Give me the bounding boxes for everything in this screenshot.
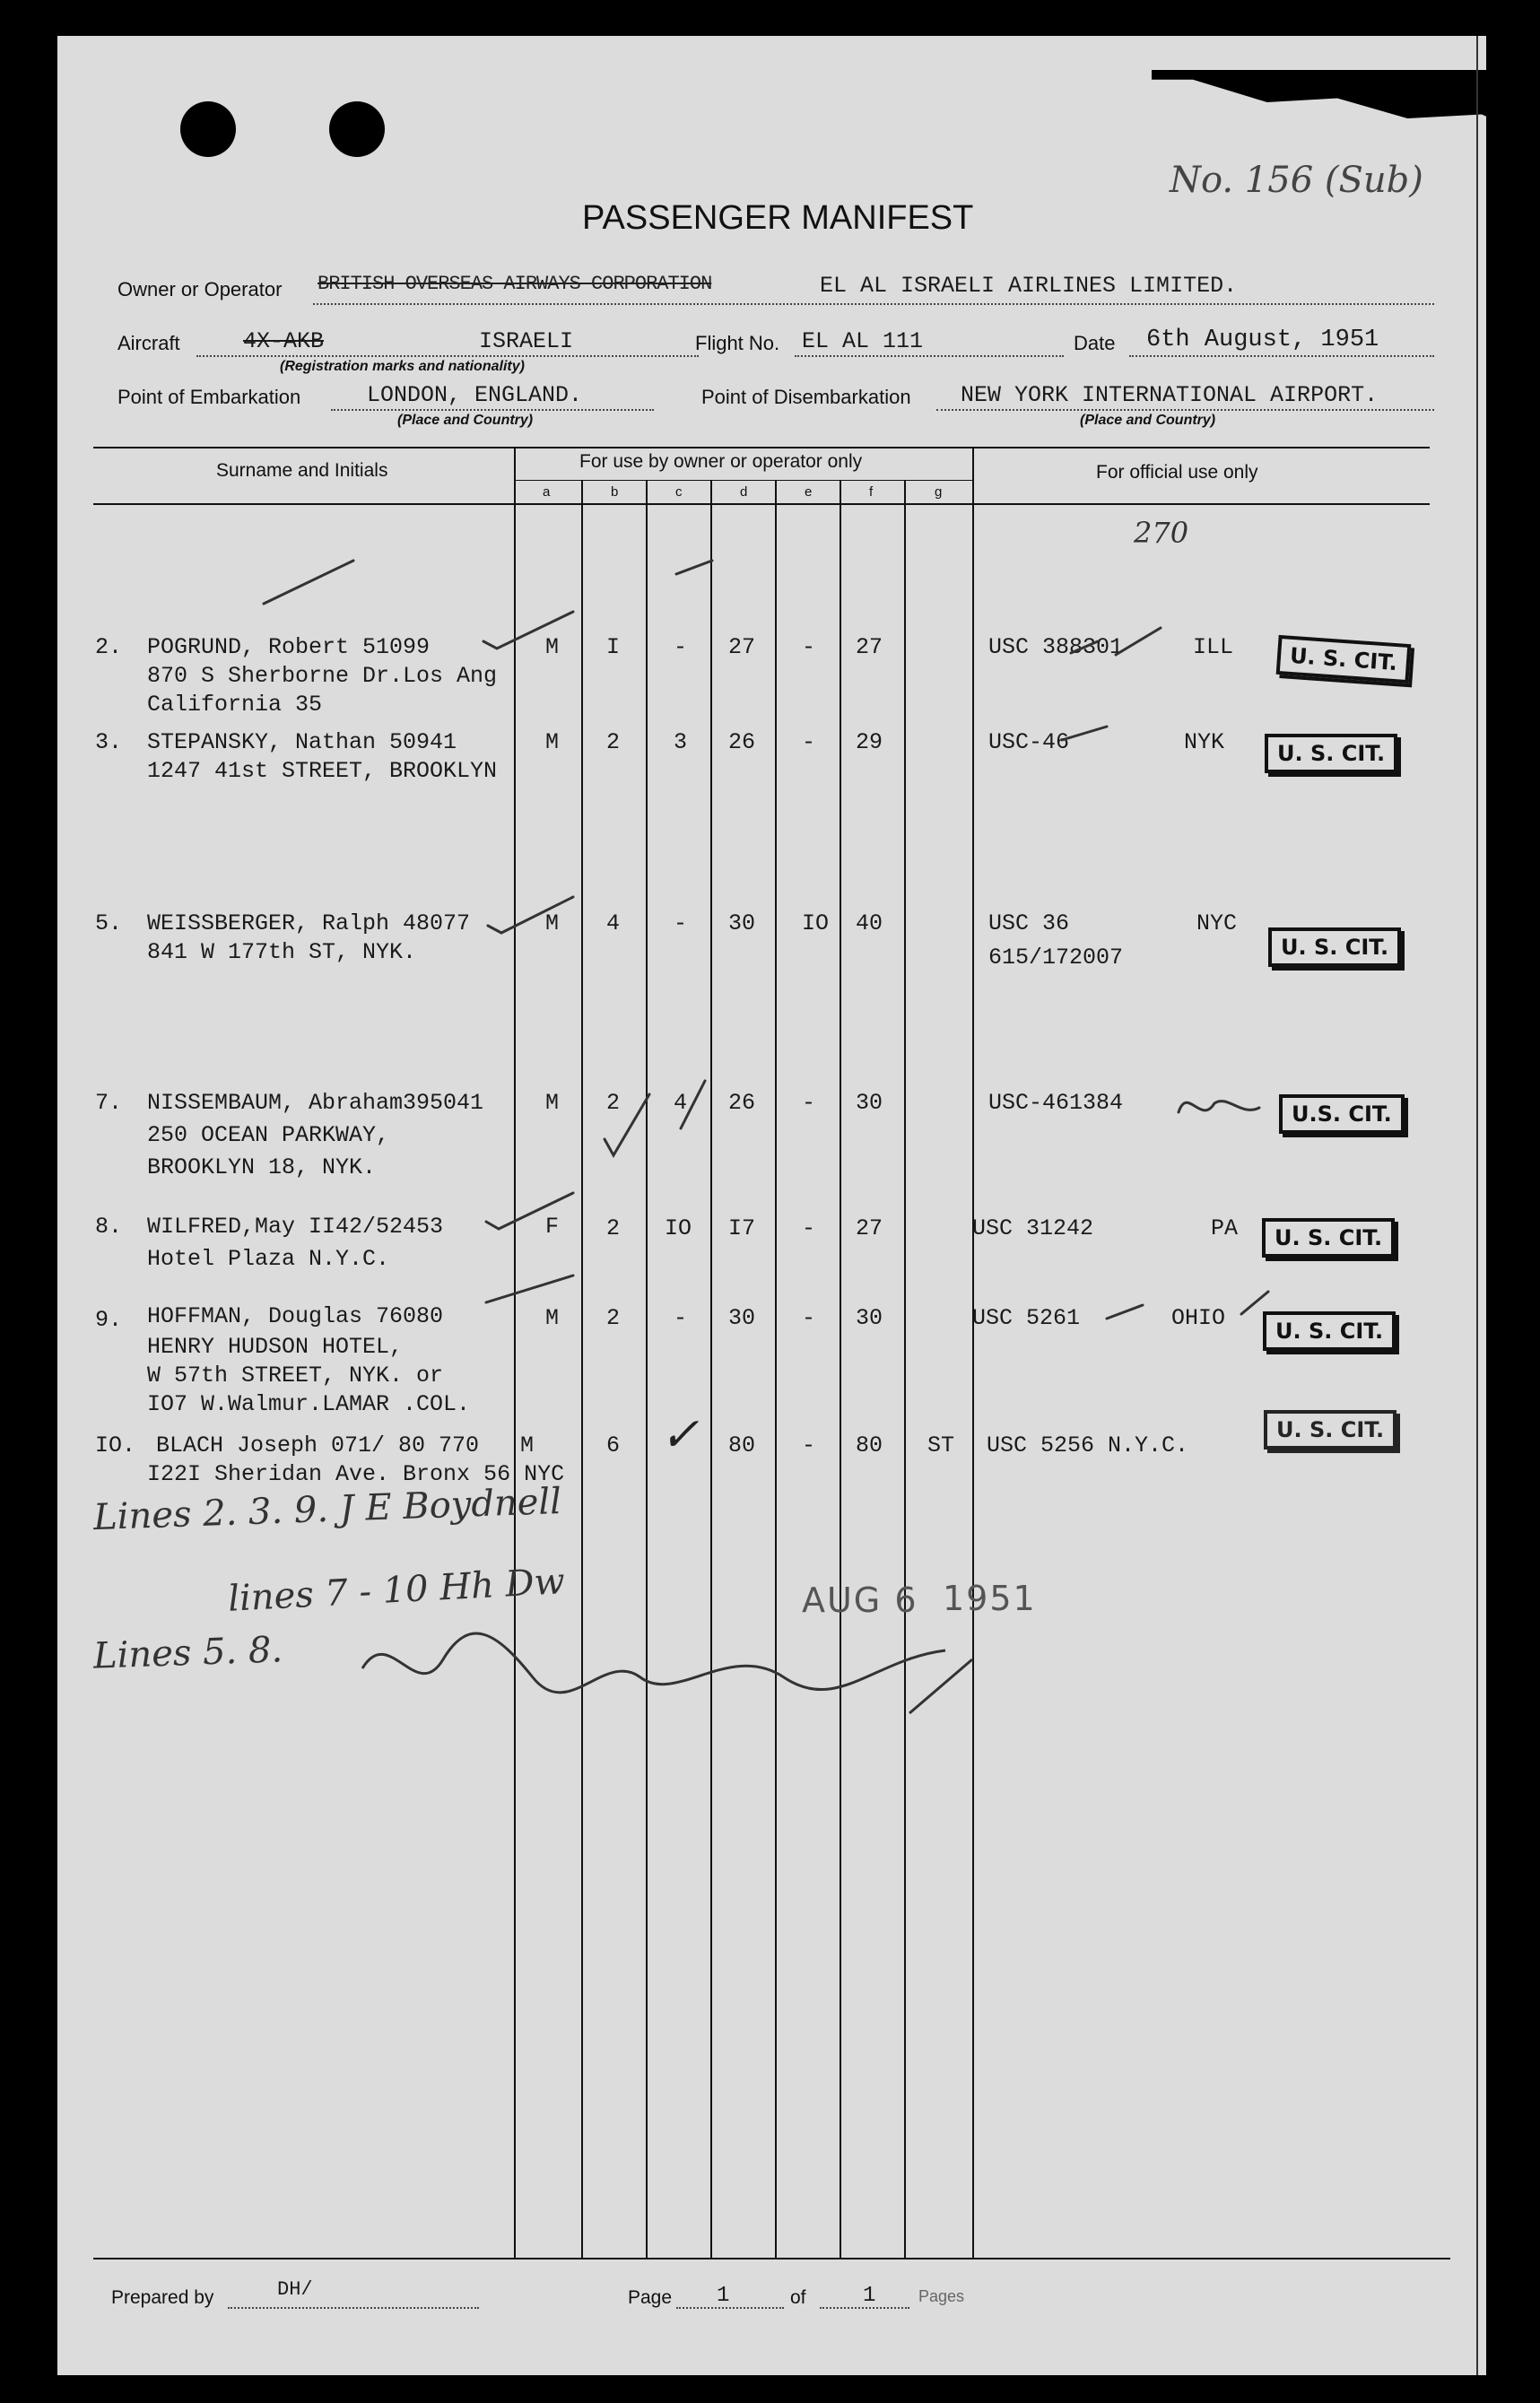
flight-value: EL AL 111 xyxy=(802,328,924,354)
passenger-name: HOFFMAN, Douglas 76080 xyxy=(147,1303,444,1329)
cell-e: - xyxy=(802,1432,816,1458)
us-citizen-stamp: U.S. CIT. xyxy=(1279,1094,1405,1134)
passenger-address: 841 W 177th ST, NYK. xyxy=(147,939,417,965)
row-number: 3. xyxy=(95,729,123,755)
official-number: USC 5261 xyxy=(972,1305,1081,1331)
sub-col-c: c xyxy=(675,484,683,500)
flight-label: Flight No. xyxy=(695,332,780,354)
cell-f: 27 xyxy=(856,634,883,660)
aircraft-value: 4X-AKB xyxy=(243,328,325,354)
owner-struck-value: BRITISH OVERSEAS AIRWAYS CORPORATION xyxy=(318,273,712,295)
passenger-address: IO7 W.Walmur.LAMAR .COL. xyxy=(147,1391,471,1417)
cell-d: 26 xyxy=(728,1090,756,1116)
cell-g: ST xyxy=(927,1432,955,1458)
cell-c: - xyxy=(674,910,688,936)
row-number: 7. xyxy=(95,1090,123,1116)
prepared-by-label: Prepared by xyxy=(111,2287,214,2308)
cell-e: - xyxy=(802,1305,816,1331)
handwritten-signature-1: Lines 2. 3. 9. J E Boydnell xyxy=(92,1480,562,1539)
page-number: 1 xyxy=(717,2284,730,2308)
cell-b: I xyxy=(606,634,621,660)
official-number: USC 31242 xyxy=(972,1215,1094,1241)
of-label: of xyxy=(790,2287,806,2308)
row-number: 9. xyxy=(95,1307,123,1333)
aircraft-label: Aircraft xyxy=(117,332,180,354)
sub-col-f: f xyxy=(869,484,874,500)
row-number: 8. xyxy=(95,1214,123,1240)
official-place: NYK xyxy=(1184,729,1225,755)
owner-label: Owner or Operator xyxy=(117,278,283,300)
official-number: USC-461384 xyxy=(988,1090,1124,1116)
manifest-sheet xyxy=(57,36,1486,2375)
embarkation-label: Point of Embarkation xyxy=(117,386,301,408)
cell-a: M xyxy=(545,1305,560,1331)
us-citizen-stamp: U. S. CIT. xyxy=(1263,1311,1396,1351)
handwritten-signature-2: lines 7 - 10 Hh Dw xyxy=(227,1561,566,1620)
handwritten-signature-3: Lines 5. 8. xyxy=(92,1629,283,1677)
official-number-2: 615/172007 xyxy=(988,945,1124,971)
cell-b: 2 xyxy=(606,1215,621,1241)
us-citizen-stamp: U. S. CIT. xyxy=(1276,635,1412,683)
cell-c-checkmark: ✓ xyxy=(660,1408,700,1462)
official-place: OHIO xyxy=(1171,1305,1226,1331)
cell-f: 40 xyxy=(856,910,883,936)
embarkation-note: (Place and Country) xyxy=(397,413,534,428)
cell-a: M xyxy=(545,729,560,755)
cell-d: 26 xyxy=(728,729,756,755)
passenger-address: 1247 41st STREET, BROOKLYN xyxy=(147,758,498,784)
passenger-name: NISSEMBAUM, Abraham395041 xyxy=(147,1090,484,1116)
passenger-name: POGRUND, Robert 51099 xyxy=(147,634,431,660)
pages-label: Pages xyxy=(918,2287,965,2305)
disembarkation-note: (Place and Country) xyxy=(1080,413,1216,428)
official-place: ILL xyxy=(1193,634,1234,660)
cell-e: - xyxy=(802,1090,816,1116)
passenger-name: WILFRED,May II42/52453 xyxy=(147,1214,444,1240)
date-value: 6th August, 1951 xyxy=(1146,326,1379,353)
us-citizen-stamp: U. S. CIT. xyxy=(1268,927,1401,967)
passenger-name: WEISSBERGER, Ralph 48077 xyxy=(147,910,471,936)
handwritten-marks xyxy=(57,36,1486,2375)
us-citizen-stamp: U. S. CIT. xyxy=(1264,1410,1396,1450)
cell-e: - xyxy=(802,1215,816,1241)
cell-a: M xyxy=(545,1090,560,1116)
sub-col-d: d xyxy=(740,484,748,500)
cell-f: 30 xyxy=(856,1090,883,1116)
cell-c: 4 xyxy=(674,1090,688,1116)
received-date-stamp: AUG 6 xyxy=(802,1580,918,1620)
signature-scrawl xyxy=(353,1615,999,1722)
cell-c: - xyxy=(674,634,688,660)
official-number: USC-46 xyxy=(988,729,1070,755)
cell-f: 80 xyxy=(856,1432,883,1458)
page-title: PASSENGER MANIFEST xyxy=(582,199,974,237)
cell-d: 30 xyxy=(728,1305,756,1331)
us-citizen-stamp: U. S. CIT. xyxy=(1265,734,1397,773)
page-label: Page xyxy=(628,2287,673,2308)
row-number: 2. xyxy=(95,634,123,660)
received-date-stamp-year: 1951 xyxy=(943,1579,1037,1618)
cell-b: 2 xyxy=(606,729,621,755)
cell-a: F xyxy=(545,1214,560,1240)
cell-b: 2 xyxy=(606,1090,621,1116)
cell-b: 2 xyxy=(606,1305,621,1331)
passenger-name: BLACH Joseph 071/ 80 770 xyxy=(156,1432,480,1458)
prepared-by-value: DH/ xyxy=(277,2278,313,2301)
us-citizen-stamp: U. S. CIT. xyxy=(1262,1218,1395,1258)
cell-f: 30 xyxy=(856,1305,883,1331)
cell-f: 29 xyxy=(856,729,883,755)
sub-col-e: e xyxy=(805,484,813,500)
registration-note: (Registration marks and nationality) xyxy=(280,359,525,374)
cell-a: M xyxy=(520,1432,535,1458)
cell-b: 6 xyxy=(606,1432,621,1458)
official-number: USC 5256 N.Y.C. xyxy=(987,1432,1189,1458)
passenger-address: BROOKLYN 18, NYK. xyxy=(147,1154,377,1180)
cell-b: 4 xyxy=(606,910,621,936)
cell-e: - xyxy=(802,729,816,755)
handwritten-top-note: 270 xyxy=(1134,516,1189,550)
row-number: IO. xyxy=(95,1432,136,1458)
cell-a: M xyxy=(545,634,560,660)
owner-value: EL AL ISRAELI AIRLINES LIMITED. xyxy=(820,273,1238,299)
embarkation-value: LONDON, ENGLAND. xyxy=(367,382,583,408)
cell-d: 27 xyxy=(728,634,756,660)
cell-d: 80 xyxy=(728,1432,756,1458)
page-total: 1 xyxy=(863,2284,876,2308)
cell-f: 27 xyxy=(856,1215,883,1241)
date-label: Date xyxy=(1074,332,1116,354)
passenger-address: HENRY HUDSON HOTEL, xyxy=(147,1334,404,1360)
passenger-address: Hotel Plaza N.Y.C. xyxy=(147,1246,390,1272)
row-number: 5. xyxy=(95,910,123,936)
disembarkation-label: Point of Disembarkation xyxy=(701,386,911,408)
cell-e: IO xyxy=(802,910,830,936)
disembarkation-value: NEW YORK INTERNATIONAL AIRPORT. xyxy=(961,382,1379,408)
passenger-address: W 57th STREET, NYK. or xyxy=(147,1363,444,1389)
cell-d: I7 xyxy=(728,1215,756,1241)
sub-col-a: a xyxy=(543,484,551,500)
col-surname-header: Surname and Initials xyxy=(216,460,388,481)
col-owner-use-header: For use by owner or operator only xyxy=(579,451,863,472)
nationality-value: ISRAELI xyxy=(479,328,574,354)
cell-d: 30 xyxy=(728,910,756,936)
passenger-address: 250 OCEAN PARKWAY, xyxy=(147,1122,390,1148)
passenger-address: I22I Sheridan Ave. Bronx 56 NYC xyxy=(147,1461,565,1487)
cell-c: 3 xyxy=(674,729,688,755)
passenger-address: California 35 xyxy=(147,692,323,718)
sub-col-b: b xyxy=(611,484,619,500)
cell-a: M xyxy=(545,910,560,936)
cell-e: - xyxy=(802,634,816,660)
cell-c: - xyxy=(674,1305,688,1331)
cell-c: IO xyxy=(665,1215,692,1241)
passenger-address: 870 S Sherborne Dr.Los Ang xyxy=(147,663,498,689)
official-place: PA xyxy=(1211,1215,1239,1241)
passenger-name: STEPANSKY, Nathan 50941 xyxy=(147,729,457,755)
official-number: USC 36 xyxy=(988,910,1070,936)
col-official-header: For official use only xyxy=(1096,462,1258,483)
sub-col-g: g xyxy=(935,484,943,500)
official-number: USC 388301 xyxy=(988,634,1124,660)
document-number: No. 156 (Sub) xyxy=(1170,160,1423,201)
official-place: NYC xyxy=(1196,910,1238,936)
